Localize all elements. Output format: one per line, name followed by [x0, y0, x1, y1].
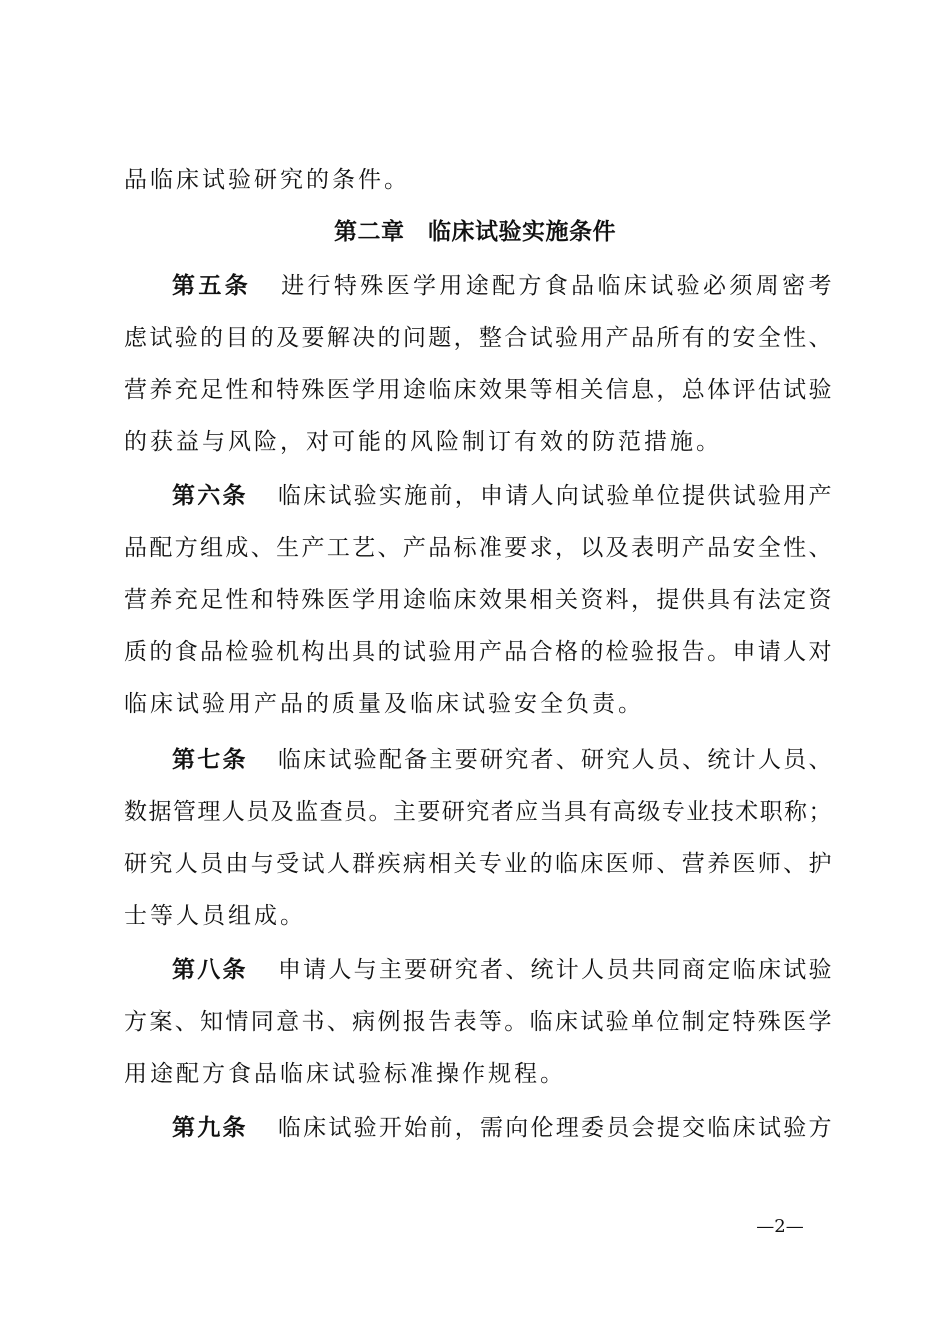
- article-8-line-2: 方案、知情同意书、病例报告表等。临床试验单位制定特殊医学: [124, 1009, 832, 1035]
- article-7-label: 第七条: [172, 747, 248, 773]
- article-5-line-2: 虑试验的目的及要解决的问题，整合试验用产品所有的安全性、: [124, 325, 832, 351]
- article-5-line-1: 进行特殊医学用途配方食品临床试验必须周密考: [281, 273, 833, 299]
- article-6-label: 第六条: [172, 483, 248, 509]
- article-8-label: 第八条: [172, 957, 248, 983]
- article-9-line-1: 临床试验开始前，需向伦理委员会提交临床试验方: [277, 1115, 832, 1141]
- article-6-line-3: 营养充足性和特殊医学用途临床效果相关资料，提供具有法定资: [124, 587, 832, 613]
- article-8-line-1: 申请人与主要研究者、统计人员共同商定临床试验: [277, 957, 832, 983]
- article-5-first-line: [172, 266, 832, 306]
- article-8-first-line: [172, 950, 832, 990]
- article-7-line-3: 研究人员由与受试人群疾病相关专业的临床医师、营养医师、护: [124, 851, 832, 877]
- article-5-line-4: 的获益与风险，对可能的风险制订有效的防范措施。: [124, 429, 722, 455]
- article-7-line-2: 数据管理人员及监查员。主要研究者应当具有高级专业技术职称；: [124, 799, 832, 825]
- article-9-label: 第九条: [172, 1115, 248, 1141]
- chapter-heading: 第二章 临床试验实施条件: [334, 219, 616, 245]
- carryover-line: 品临床试验研究的条件。: [124, 167, 410, 193]
- article-8-line-3: 用途配方食品临床试验标准操作规程。: [124, 1061, 566, 1087]
- article-5-line-3: 营养充足性和特殊医学用途临床效果等相关信息，总体评估试验: [124, 377, 832, 403]
- article-5-label: 第五条: [172, 273, 252, 299]
- article-6-line-2: 品配方组成、生产工艺、产品标准要求，以及表明产品安全性、: [124, 535, 832, 561]
- article-6-line-4: 质的食品检验机构出具的试验用产品合格的检验报告。申请人对: [124, 639, 832, 665]
- article-7-first-line: [172, 740, 832, 780]
- page-number: —2—: [756, 1216, 804, 1237]
- article-6-line-5: 临床试验用产品的质量及临床试验安全负责。: [124, 691, 644, 717]
- article-6-line-1: 临床试验实施前，申请人向试验单位提供试验用产: [277, 483, 832, 509]
- article-6-first-line: [172, 476, 832, 516]
- article-7-line-1: 临床试验配备主要研究者、研究人员、统计人员、: [277, 747, 832, 773]
- article-7-line-4: 士等人员组成。: [124, 903, 306, 929]
- article-9-first-line: [172, 1108, 832, 1148]
